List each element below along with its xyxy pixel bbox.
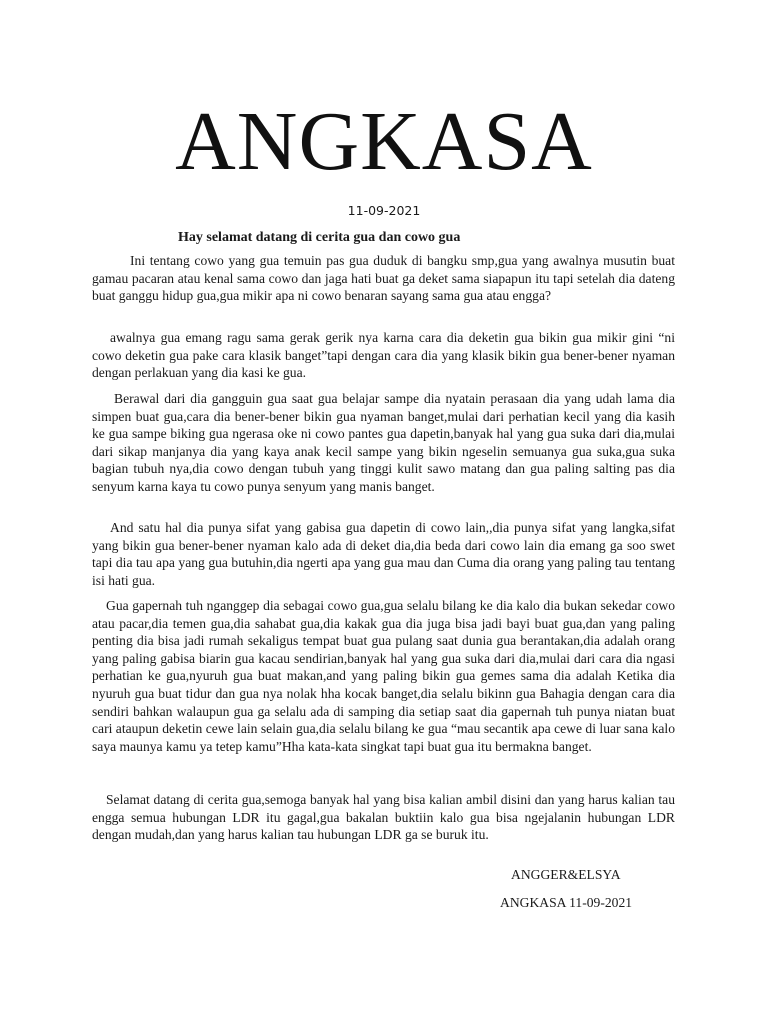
paragraph-5: Gua gapernah tuh nganggep dia sebagai cowo gua,gua selalu bilang ke dia kalo dia bukan sekedar cowo atau pacar,dia temen gua,dia sahabat gua,dia kakak gua dia juga bisa jadi bayi buat gua,dan yang paling penting dia bisa jadi rumah sekaligus tempat buat gua pulang saat dunia gua berantakan,dia adalah orang yang paling gabisa biarin gua kacau sendirian,banyak hal yang gua suka dari dia,mulai dari cara dia ngasi perhatian ke gua,nyuruh gua buat makan,and yang paling bikin gua gemes sama dia adalah Ketika dia nyuruh gua buat tidur dan gua nya nolak hha kocak banget,dia selalu bikinn gua Bahagia dengan cara dia sendiri bahkan walaupun gua ga selalu ada di samping dia setiap saat dia gapernah tuh punya niatan buat cari ataupun deketin cewe lain selain gua,dia selalu bilang ke gua “mau secantik apa cewe di luar sana kalo saya maunya kamu ya tetep kamu”Hha kata-kata singkat tapi buat gua itu bermakna banget. xyxy=(92,598,675,754)
document-title: ANGKASA xyxy=(175,95,593,188)
paragraph-1: Ini tentang cowo yang gua temuin pas gua duduk di bangku smp,gua yang awalnya musutin buat gamau pacaran atau kenal sama cowo dan jaga hati buat ga deket sama siapapun itu tapi setelah dia dateng buat ganggu hidup gua,gua mikir apa ni cowo benaran sayang sama gua atau engga? xyxy=(92,253,675,304)
paragraph-2: awalnya gua emang ragu sama gerak gerik nya karna cara dia deketin gua bikin gua mikir gini “ni cowo deketin gua pake cara klasik banget”tapi dengan cara dia yang klasik bikin gua bener-bener nyaman dengan perlakuan yang dia kasi ke gua. xyxy=(92,330,675,381)
paragraph-6: Selamat datang di cerita gua,semoga banyak hal yang bisa kalian ambil disini dan yang harus kalian tau engga semua hubungan LDR itu gagal,gua bakalan buktiin kalo gua bisa ngejalanin hubungan LDR dengan mudah,dan yang harus kalian tau hubungan LDR ga se buruk itu. xyxy=(92,792,675,843)
document-date: 11-09-2021 xyxy=(347,203,421,218)
paragraph-4: And satu hal dia punya sifat yang gabisa gua dapetin di cowo lain,,dia punya sifat yang langka,sifat yang bikin gua bener-bener nyaman kalo ada di deket dia,dia beda dari cowo lain dia emang ga soo swet tapi dia tau apa yang gua butuhin,dia ngerti apa yang gua mau dan Cuma dia orang yang paling tau tentang isi hati gua. xyxy=(92,520,675,588)
signature: ANGGER&ELSYA xyxy=(511,867,621,882)
paragraph-3: Berawal dari dia gangguin gua saat gua belajar sampe dia nyatain perasaan dia yang udah lama dia simpen buat gua,cara dia bener-bener bikin gua nyaman banget,mulai dari perhatian kecil yang dia kasih ke gua sampe biking gua ngerasa oke ni cowo pantes gua dapetin,banyak hal yang gua suka dari dia,mulai dari sikap manjanya dia yang kaya anak kecil sampe yang bikin ngeselin semuanya gua suka,gua suka bagian tubuh nya,dia cowo dengan tubuh yang tinggi kulit sawo matang dan gua paling salting pas dia senyum karna kaya tu cowo punya senyum yang manis banget. xyxy=(92,391,675,494)
signature-date: ANGKASA 11-09-2021 xyxy=(500,895,633,910)
document-subtitle: Hay selamat datang di cerita gua dan cowo gua xyxy=(178,230,461,245)
